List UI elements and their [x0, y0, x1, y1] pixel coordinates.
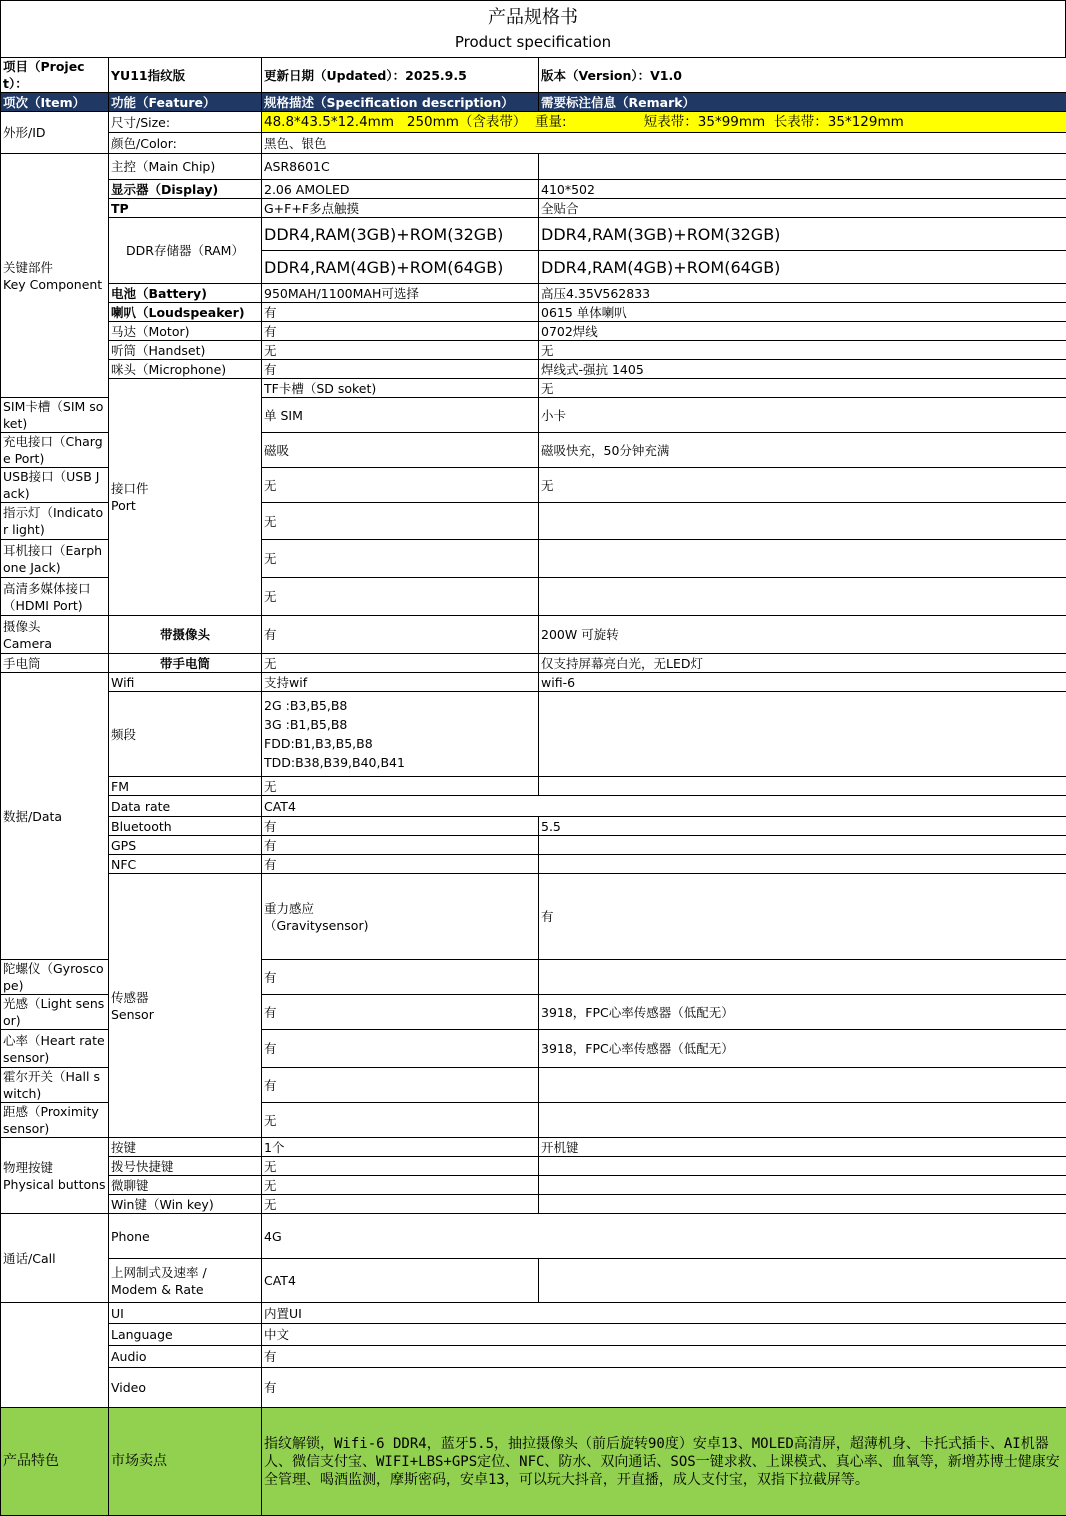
remark-cell: 无 [539, 468, 1066, 503]
feature-cell: Audio [109, 1346, 262, 1368]
section-blank [1, 1303, 109, 1408]
feature-cell: 指示灯（Indicator light) [1, 503, 109, 540]
remark-cell: 磁吸快充，50分钟充满 [539, 433, 1066, 468]
remark-cell: wifi-6 [539, 673, 1066, 692]
feature-cell: NFC [109, 855, 262, 874]
spec-cell: 支持wif [262, 673, 539, 692]
remark-cell: 仅支持屏幕亮白光，无LED灯 [539, 654, 1066, 673]
feature-cell: Data rate [109, 796, 262, 817]
table-row [1, 360, 1066, 379]
updated-date: 更新日期（Updated）：2025.9.5 [262, 58, 539, 93]
feature-cell: 心率（Heart rate sensor) [1, 1030, 109, 1068]
feature-cell: 市场卖点 [109, 1408, 262, 1516]
table-row [1, 616, 1066, 654]
feature-cell: 显示器（Display) [109, 180, 262, 199]
table-row [1, 836, 1066, 855]
feature-cell: 电池（Battery) [109, 284, 262, 303]
feature-cell: 霍尔开关（Hall switch) [1, 1068, 109, 1103]
table-row [1, 218, 1066, 251]
remark-cell [539, 503, 1066, 540]
spec-cell: 有 [262, 855, 539, 874]
remark-cell: 3918，FPC心率传感器（低配无） [539, 1030, 1066, 1068]
spec-cell: 有 [262, 322, 539, 341]
spec-cell: 无 [262, 1103, 539, 1138]
band-spec: 2G :B3,B5,B8 3G :B1,B5,B8 FDD:B1,B3,B5,B8 TDD:B38,B39,B40,B41 [262, 692, 539, 777]
feature-cell: 按键 [109, 1138, 262, 1157]
remark-cell [539, 1103, 1066, 1138]
table-row [1, 284, 1066, 303]
feature-cell: 高清多媒体接口（HDMI Port) [1, 578, 109, 616]
table-row [1, 1408, 1066, 1516]
spec-cell: 有 [262, 1346, 1066, 1368]
document-title [0, 0, 1066, 58]
spec-cell: 有 [262, 1030, 539, 1068]
col-spec: 规格描述（Specification description） [262, 93, 539, 112]
remark-cell [539, 836, 1066, 855]
spec-cell: 1个 [262, 1138, 539, 1157]
col-feature: 功能（Feature） [109, 93, 262, 112]
remark-cell [539, 1259, 1066, 1303]
spec-cell: 有 [262, 303, 539, 322]
project-value: YU11指纹版 [109, 58, 262, 93]
table-row [1, 1346, 1066, 1368]
remark-cell: 焊线式-强抗 1405 [539, 360, 1066, 379]
remark-cell: 无 [539, 341, 1066, 360]
remark-cell: 0702焊线 [539, 322, 1066, 341]
spec-cell: 无 [262, 1157, 539, 1176]
col-remark: 需要标注信息（Remark） [539, 93, 1066, 112]
feature-cell: TF卡槽（SD soket) [262, 379, 539, 398]
table-row [1, 303, 1066, 322]
spec-cell: CAT4 [262, 796, 1066, 817]
spec-cell: 无 [262, 1195, 539, 1214]
feature-cell: 拨号快捷键 [109, 1157, 262, 1176]
feature-cell: 带摄像头 [109, 616, 262, 654]
spec-cell: 4G [262, 1214, 1066, 1259]
spec-cell: 无 [262, 341, 539, 360]
section-sensor: 传感器 Sensor [109, 874, 262, 1138]
remark-cell [539, 777, 1066, 796]
spec-cell: 内置UI [262, 1303, 1066, 1324]
feature-cell: 距感（Proximity sensor) [1, 1103, 109, 1138]
spec-cell: 无 [262, 503, 539, 540]
table-row [1, 874, 1066, 960]
feature-cell: 频段 [109, 692, 262, 777]
table-row [1, 1157, 1066, 1176]
remark-cell: 开机键 [539, 1138, 1066, 1157]
column-header-row [1, 93, 1066, 112]
feature-cell: 光感（Light sensor) [1, 995, 109, 1030]
section-camera: 摄像头 Camera [1, 616, 109, 654]
spec-cell: 无 [262, 468, 539, 503]
project-label: 项目（Project）： [1, 58, 109, 93]
remark-cell: 全贴合 [539, 199, 1066, 218]
section-flashlight: 手电筒 [1, 654, 109, 673]
remark-cell: 3918，FPC心率传感器（低配无） [539, 995, 1066, 1030]
section-key-component: 关键部件 Key Component [1, 154, 109, 398]
feature-cell: 颜色/Color: [109, 133, 262, 154]
feature-cell: UI [109, 1303, 262, 1324]
table-row [1, 112, 1066, 133]
remark-cell: 0615 单体喇叭 [539, 303, 1066, 322]
feature-cell: Video [109, 1368, 262, 1408]
remark-cell [539, 540, 1066, 578]
header-row [1, 58, 1066, 93]
table-row [1, 1324, 1066, 1346]
spec-cell: 单 SIM [262, 398, 539, 433]
table-row [1, 1195, 1066, 1214]
table-row [1, 199, 1066, 218]
spec-cell: 磁吸 [262, 433, 539, 468]
feature-cell: Wifi [109, 673, 262, 692]
spec-cell: 2.06 AMOLED [262, 180, 539, 199]
remark-cell [539, 578, 1066, 616]
feature-cell: 马达（Motor) [109, 322, 262, 341]
remark-cell: 小卡 [539, 398, 1066, 433]
spec-cell: 有 [262, 836, 539, 855]
remark-cell: 410*502 [539, 180, 1066, 199]
feature-cell: TP [109, 199, 262, 218]
feature-cell: 上网制式及速率 / Modem & Rate [109, 1259, 262, 1303]
remark-cell: DDR4,RAM(4GB)+ROM(64GB) [539, 251, 1066, 284]
spec-cell: 无 [262, 654, 539, 673]
table-row [1, 180, 1066, 199]
spec-cell: 有 [262, 1068, 539, 1103]
size-spec: 48.8*43.5*12.4mm 250mm（含表带） 重量: 短表带：35*99mm 长表带：35*129mm [262, 112, 1066, 133]
feature-cell: 主控（Main Chip) [109, 154, 262, 180]
feature-cell: 尺寸/Size: [109, 112, 262, 133]
spec-cell: DDR4,RAM(3GB)+ROM(32GB) [262, 218, 539, 251]
feature-cell: Bluetooth [109, 817, 262, 836]
feature-cell: Win键（Win key) [109, 1195, 262, 1214]
feature-cell: FM [109, 777, 262, 796]
remark-cell [539, 1195, 1066, 1214]
section-features: 产品特色 [1, 1408, 109, 1516]
section-data: 数据/Data [1, 673, 109, 960]
spec-table [0, 57, 1066, 1516]
feature-cell: 陀螺仪（Gyroscope) [1, 960, 109, 995]
table-row [1, 654, 1066, 673]
spec-cell: 有 [262, 995, 539, 1030]
feature-cell: DDR存储器（RAM） [109, 218, 262, 284]
table-row [1, 1368, 1066, 1408]
spec-cell: G+F+F多点触摸 [262, 199, 539, 218]
feature-cell: 微聊键 [109, 1176, 262, 1195]
feature-cell: 充电接口（Charge Port) [1, 433, 109, 468]
feature-cell: Language [109, 1324, 262, 1346]
remark-cell [539, 1176, 1066, 1195]
spec-cell: 950MAH/1100MAH可选择 [262, 284, 539, 303]
remark-cell [539, 692, 1066, 777]
spec-cell: DDR4,RAM(4GB)+ROM(64GB) [262, 251, 539, 284]
table-row [1, 673, 1066, 692]
remark-cell: 高压4.35V562833 [539, 284, 1066, 303]
table-row [1, 154, 1066, 180]
table-row [1, 796, 1066, 817]
spec-cell: 无 [262, 540, 539, 578]
table-row [1, 379, 1066, 398]
spec-cell: CAT4 [262, 1259, 539, 1303]
remark-cell: DDR4,RAM(3GB)+ROM(32GB) [539, 218, 1066, 251]
remark-cell [539, 960, 1066, 995]
feature-cell: SIM卡槽（SIM soket) [1, 398, 109, 433]
selling-points: 指纹解锁，Wifi-6 DDR4，蓝牙5.5，抽拉摄像头（前后旋转90度）安卓13、MOLED高清屏，超薄机身、卡托式插卡、AI机器人、微信支付宝、WIFI+LBS+GPS定位、NFC、防水、双向通话、SOS一键求救、上课模式、真心率、血氧等，新增苏博士健康安全管理、喝酒监测，摩斯密码，安卓13，可以玩大抖音，开直播，成人支付宝，双指下拉截屏等。 [262, 1408, 1066, 1516]
remark-cell: 5.5 [539, 817, 1066, 836]
remark-cell [539, 1068, 1066, 1103]
section-id: 外形/ID [1, 112, 109, 154]
remark-cell [539, 855, 1066, 874]
table-row [1, 1176, 1066, 1195]
spec-cell: 中文 [262, 1324, 1066, 1346]
spec-cell: 有 [262, 1368, 1066, 1408]
feature-cell: GPS [109, 836, 262, 855]
spec-cell: 无 [539, 379, 1066, 398]
col-item: 项次（Item） [1, 93, 109, 112]
title-en: Product specification [1, 32, 1065, 52]
spec-cell: 无 [262, 578, 539, 616]
spec-cell: ASR8601C [262, 154, 539, 180]
table-row [1, 322, 1066, 341]
table-row [1, 1138, 1066, 1157]
section-port: 接口件 Port [109, 379, 262, 616]
table-row [1, 817, 1066, 836]
spec-cell: 无 [262, 1176, 539, 1195]
spec-cell: 黑色、银色 [262, 133, 1066, 154]
section-buttons: 物理按键 Physical buttons [1, 1138, 109, 1214]
title-zh: 产品规格书 [1, 7, 1065, 29]
remark-cell: 200W 可旋转 [539, 616, 1066, 654]
spec-cell: 有 [262, 616, 539, 654]
feature-cell: USB接口（USB Jack) [1, 468, 109, 503]
table-row [1, 777, 1066, 796]
table-row [1, 341, 1066, 360]
spec-cell: 有 [262, 817, 539, 836]
feature-cell: Phone [109, 1214, 262, 1259]
remark-cell [539, 154, 1066, 180]
version: 版本（Version）：V1.0 [539, 58, 1066, 93]
section-call: 通话/Call [1, 1214, 109, 1303]
feature-cell: 喇叭（Loudspeaker) [109, 303, 262, 322]
feature-cell: 听筒（Handset) [109, 341, 262, 360]
table-row [1, 1259, 1066, 1303]
spec-cell: 无 [262, 777, 539, 796]
remark-cell [539, 1157, 1066, 1176]
spec-cell: 有 [262, 960, 539, 995]
feature-cell: 重力感应 （Gravitysensor) [262, 874, 539, 960]
table-row [1, 1303, 1066, 1324]
table-row [1, 855, 1066, 874]
feature-cell: 耳机接口（Earphone Jack) [1, 540, 109, 578]
feature-cell: 咪头（Microphone) [109, 360, 262, 379]
table-row [1, 133, 1066, 154]
table-row [1, 1214, 1066, 1259]
feature-cell: 带手电筒 [109, 654, 262, 673]
table-row [1, 692, 1066, 777]
spec-cell: 有 [539, 874, 1066, 960]
spec-cell: 有 [262, 360, 539, 379]
